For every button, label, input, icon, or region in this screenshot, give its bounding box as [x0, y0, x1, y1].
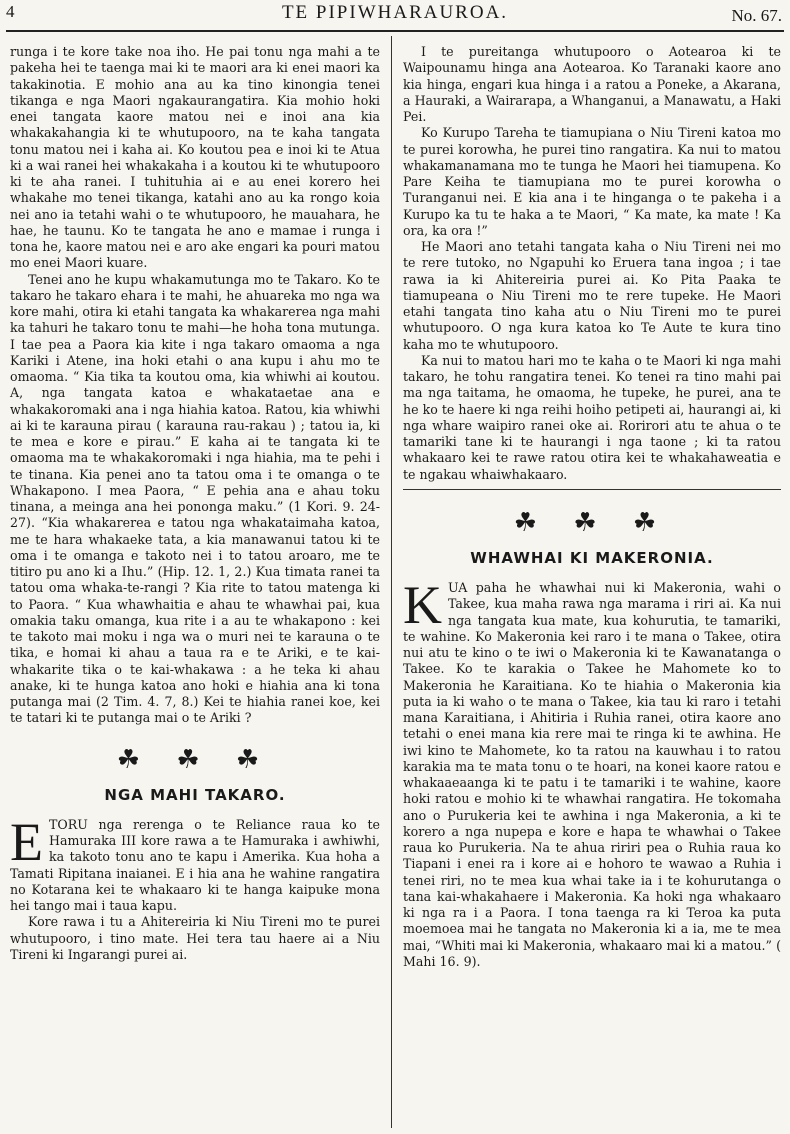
page-number: 4	[6, 2, 15, 21]
paragraph: UA paha he whawhai nui ki Makeronia, wahi o Takee, kua maha rawa nga marama i riri ai. Ka nui nga tangata kua mate, kua kohurutia, te tamariki, te wahine. Ko Makeronia kei raro i te mana o Takee, otira nui atu te kino o te iwi o Makeronia ki te Kawanatanga o Takee. Ko te karakia o Takee he Mahomete ko to Makeronia he Karaitiana. Ko te hiahia o Makeronia kia puta ia ki waho o te mana o Takee, kia tau ki raro i tetahi mana Karaitiana, i Ahitiria i Ruhia ranei, otira kaore ano tetahi o enei mana kia rere mai te ringa ki te awhina. He iwi kino te Mahomete, ko ta ratou na kauwhau i to ratou karakia ma te mata tonu o te hoari, na konei kaore ratou e whakaaeaanga ki te patu i te tamariki i te wahine, kaore hoki ratou e mohio ki te whawhai rangatira. He tokomaha ano o Purukeria kei te awhina i nga Makeronia, a ki te korero a nga nupepa e kore e hapa te whawhai o Takee raua ko Purukeria. Na te ahua ririri pea o Ruhia raua ko Tiapani i enei ra i kore ai e hohoro te wawao a Ruhia i tenei riri, no te mea kua whai take ia i te kohurutanga o tana kai-whakahaere i Makeronia. Ka hoki nga whakaaro ki nga ra i a Paora. I tona taenga ra ki Teroa ka puta moemoea mai he tangata no Makeronia ki a ia, me te mea mai, “Whiti mai ki Makeronia, whakaaro mai ki a matou.” ( Mahi 16. 9).	[403, 580, 781, 969]
paragraph: Tenei ano he kupu whakamutunga mo te Takaro. Ko te takaro he takaro ehara i te mahi, he ahuareka mo nga wa kore mahi, otira ki etahi tangata ka whakarerea nga mahi ka tahuri he takaro tonu te mahi—he hoha tona mutunga. I tae pea a Paora kia kite i nga takaro omaoma a nga Kariki i Atene, ina hoki etahi o ana kupu i ahu mo te omaoma. “ Kia tika ta koutou oma, kia whiwhi ai koutou. A, nga tangata katoa e whakataetae ana e whakakoromaki ana i nga hiahia katoa. Ratou, kia whiwhi ai ki te karauna pirau ( karauna rau-rakau ) ; tatou ia, ki te mea e kore e pirau.” E kaha ai te tangata ki te omaoma ma te whakakoromaki i nga hiahia, ma te pehi i te tinana. Kia penei ano ta tatou oma i te omanga o te Whakapono. I mea Paora, “ E pehia ana e ahau toku tinana, a meinga ana hei pononga maku.” (1 Kori. 9. 24-27). “Kia whakarerea e tatou nga whakataimaha katoa, me te hara whakaeke tata, a kia manawanui tatou ki te oma i te omanga e takoto nei i to tatou aroaro, me te titiro pu ano ki a Ihu.” (Hip. 12. 1, 2.) Kua timata ranei ta tatou oma whaka-te-rangi ? Kia rite to tatou matenga ki to Paora. “ Kua whawhaitia e ahau te whawhai pai, kua omakia taku omanga, kua rite i a au te whakapono : kei te takoto mai moku i nga wa o muri nei te karauna o te tika, e homai ki ahau a taua ra e te Ariki, e te kai-whakarite tika o te kai-whakawa : a he teka ki ahau anake, ki te hunga katoa ano hoki e hiahia ana ki tona putanga mai (2 Tim. 4. 7, 8.) Kei te hiahia ranei koe, kei te tatari ki te putanga mai o te Ariki ?	[10, 271, 380, 726]
right-column	[403, 44, 781, 970]
shamrock-ornament-icon: ☘ ☘ ☘	[116, 744, 274, 775]
paragraph: He Maori ano tetahi tangata kaha o Niu Tireni nei mo te rere tutoko, no Ngapuhi ko Eruera tana ingoa ; i tae rawa ia ki Ahitereiria purei ai. Ko Pita Paaka te tiamupeana o Niu Tireni mo te rere tupeke. He Maori etahi tangata tino kaha atu o Niu Tireni mo te purei whutupooro. O nga kura katoa ko Te Aute te kura tino kaha mo te whutupooro.	[403, 239, 781, 352]
paragraph: Ka nui to matou hari mo te kaha o te Maori ki nga mahi takaro, he tohu rangatira tenei. Ko tenei ra tino mahi pai ma nga taitama, he omaoma, he tupeke, he purei, ana te he ko te haere ki nga reihi hoiho petipeti ai, haurangi ai, ki nga whare waipiro ranei oke ai. Rorirori atu te ahua o te tamariki tane ki te haurangi i nga taone ; ki ta ratou whakaaro kei te rawe ratou otira kei te whakahaweatia e te ngakau whaiwhakaaro.	[403, 352, 781, 482]
article-lead	[10, 811, 380, 915]
section-heading-nga-mahi-takaro: NGA MAHI TAKARO.	[104, 785, 286, 804]
section-divider	[403, 489, 781, 490]
section-heading-whawhai-ki-makeronia: WHAWHAI KI MAKERONIA.	[470, 548, 714, 567]
paragraph: Ko Kurupo Tareha te tiamupiana o Niu Tireni katoa mo te purei korowha, he purei tino rangatira. Ka nui to matou whakamanamana mo te tunga he Maori hei tiamupena. Ko Pare Keiha te tiamupiana mo te purei korowha o Turanganui nei. E kia ana i te hinganga o te pakeha i a Kurupo ka tu te haka a te Maori, “ Ka mate, ka mate ! Ka ora, ka ora !”	[403, 125, 781, 238]
paragraph: I te pureitanga whutupooro o Aotearoa ki te Waipounamu hinga ana Aotearoa. Ko Taranaki kaore ano kia hinga, engari kua hinga i a ratou a Poneke, a Akarana, a Hauraki, a Wairarapa, a Whanganui, a Manawatu, a Haki Pei.	[403, 44, 781, 124]
issue-number: No. 67.	[731, 6, 782, 25]
shamrock-ornament-icon: ☘ ☘ ☘	[513, 507, 671, 538]
left-column	[10, 44, 380, 963]
paragraph: Kore rawa i tu a Ahitereiria ki Niu Tireni mo te purei whutupooro, i tino mate. Hei tera tau haere ai a Niu Tireni ki Ingarangi purei ai.	[10, 914, 380, 962]
paragraph: TORU nga rerenga o te Reliance raua ko te Hamuraka III kore rawa a te Hamuraka i awhiwhi, ka takoto tonu ano te kapu i Amerika. Kua hoha a Tamati Ripitana inaianei. E i hia ana he wahine rangatira no Kotarana kei te whakaaro ki te hanga kaipuke mona hei tango mai i taua kapu.	[10, 816, 380, 913]
drop-cap: K	[403, 575, 442, 635]
page-header	[6, 0, 784, 32]
newspaper-title: TE PIPIWHARAUROA.	[281, 2, 509, 23]
drop-cap: E	[10, 811, 43, 872]
article-lead	[403, 575, 781, 970]
column-divider	[391, 36, 392, 1128]
paragraph: runga i te kore take noa iho. He pai tonu nga mahi a te pakeha hei te taenga mai ki te maori ara ki enei maori ka takakinotia. E mohio ana au ka tino kinongia tenei tikanga e nga Maori ngakaurangatira. Kia mohio hoki enei tangata kaore matou nei e inoi ana kia whakakahangia ki te whutupooro, na te kaha tangata tonu matou nei i kaha ai. Ko koutou pea e inoi ki te Atua ki a wai ranei hei whakakaha i a koutou ki te whutupooro ki te aha ranei. I tuhituhia ai e au enei korero hei whakahe mo tenei tikanga, katahi ano au ka rongo koia nei ano ia tetahi wahi o te whutupooro, he mauahara, he hae, he taunu. Ko te tangata he ano e mamae i runga i tona he, kaore matou nei e aro ake engari ka pouri matou mo enei Maori kuare.	[10, 44, 380, 271]
